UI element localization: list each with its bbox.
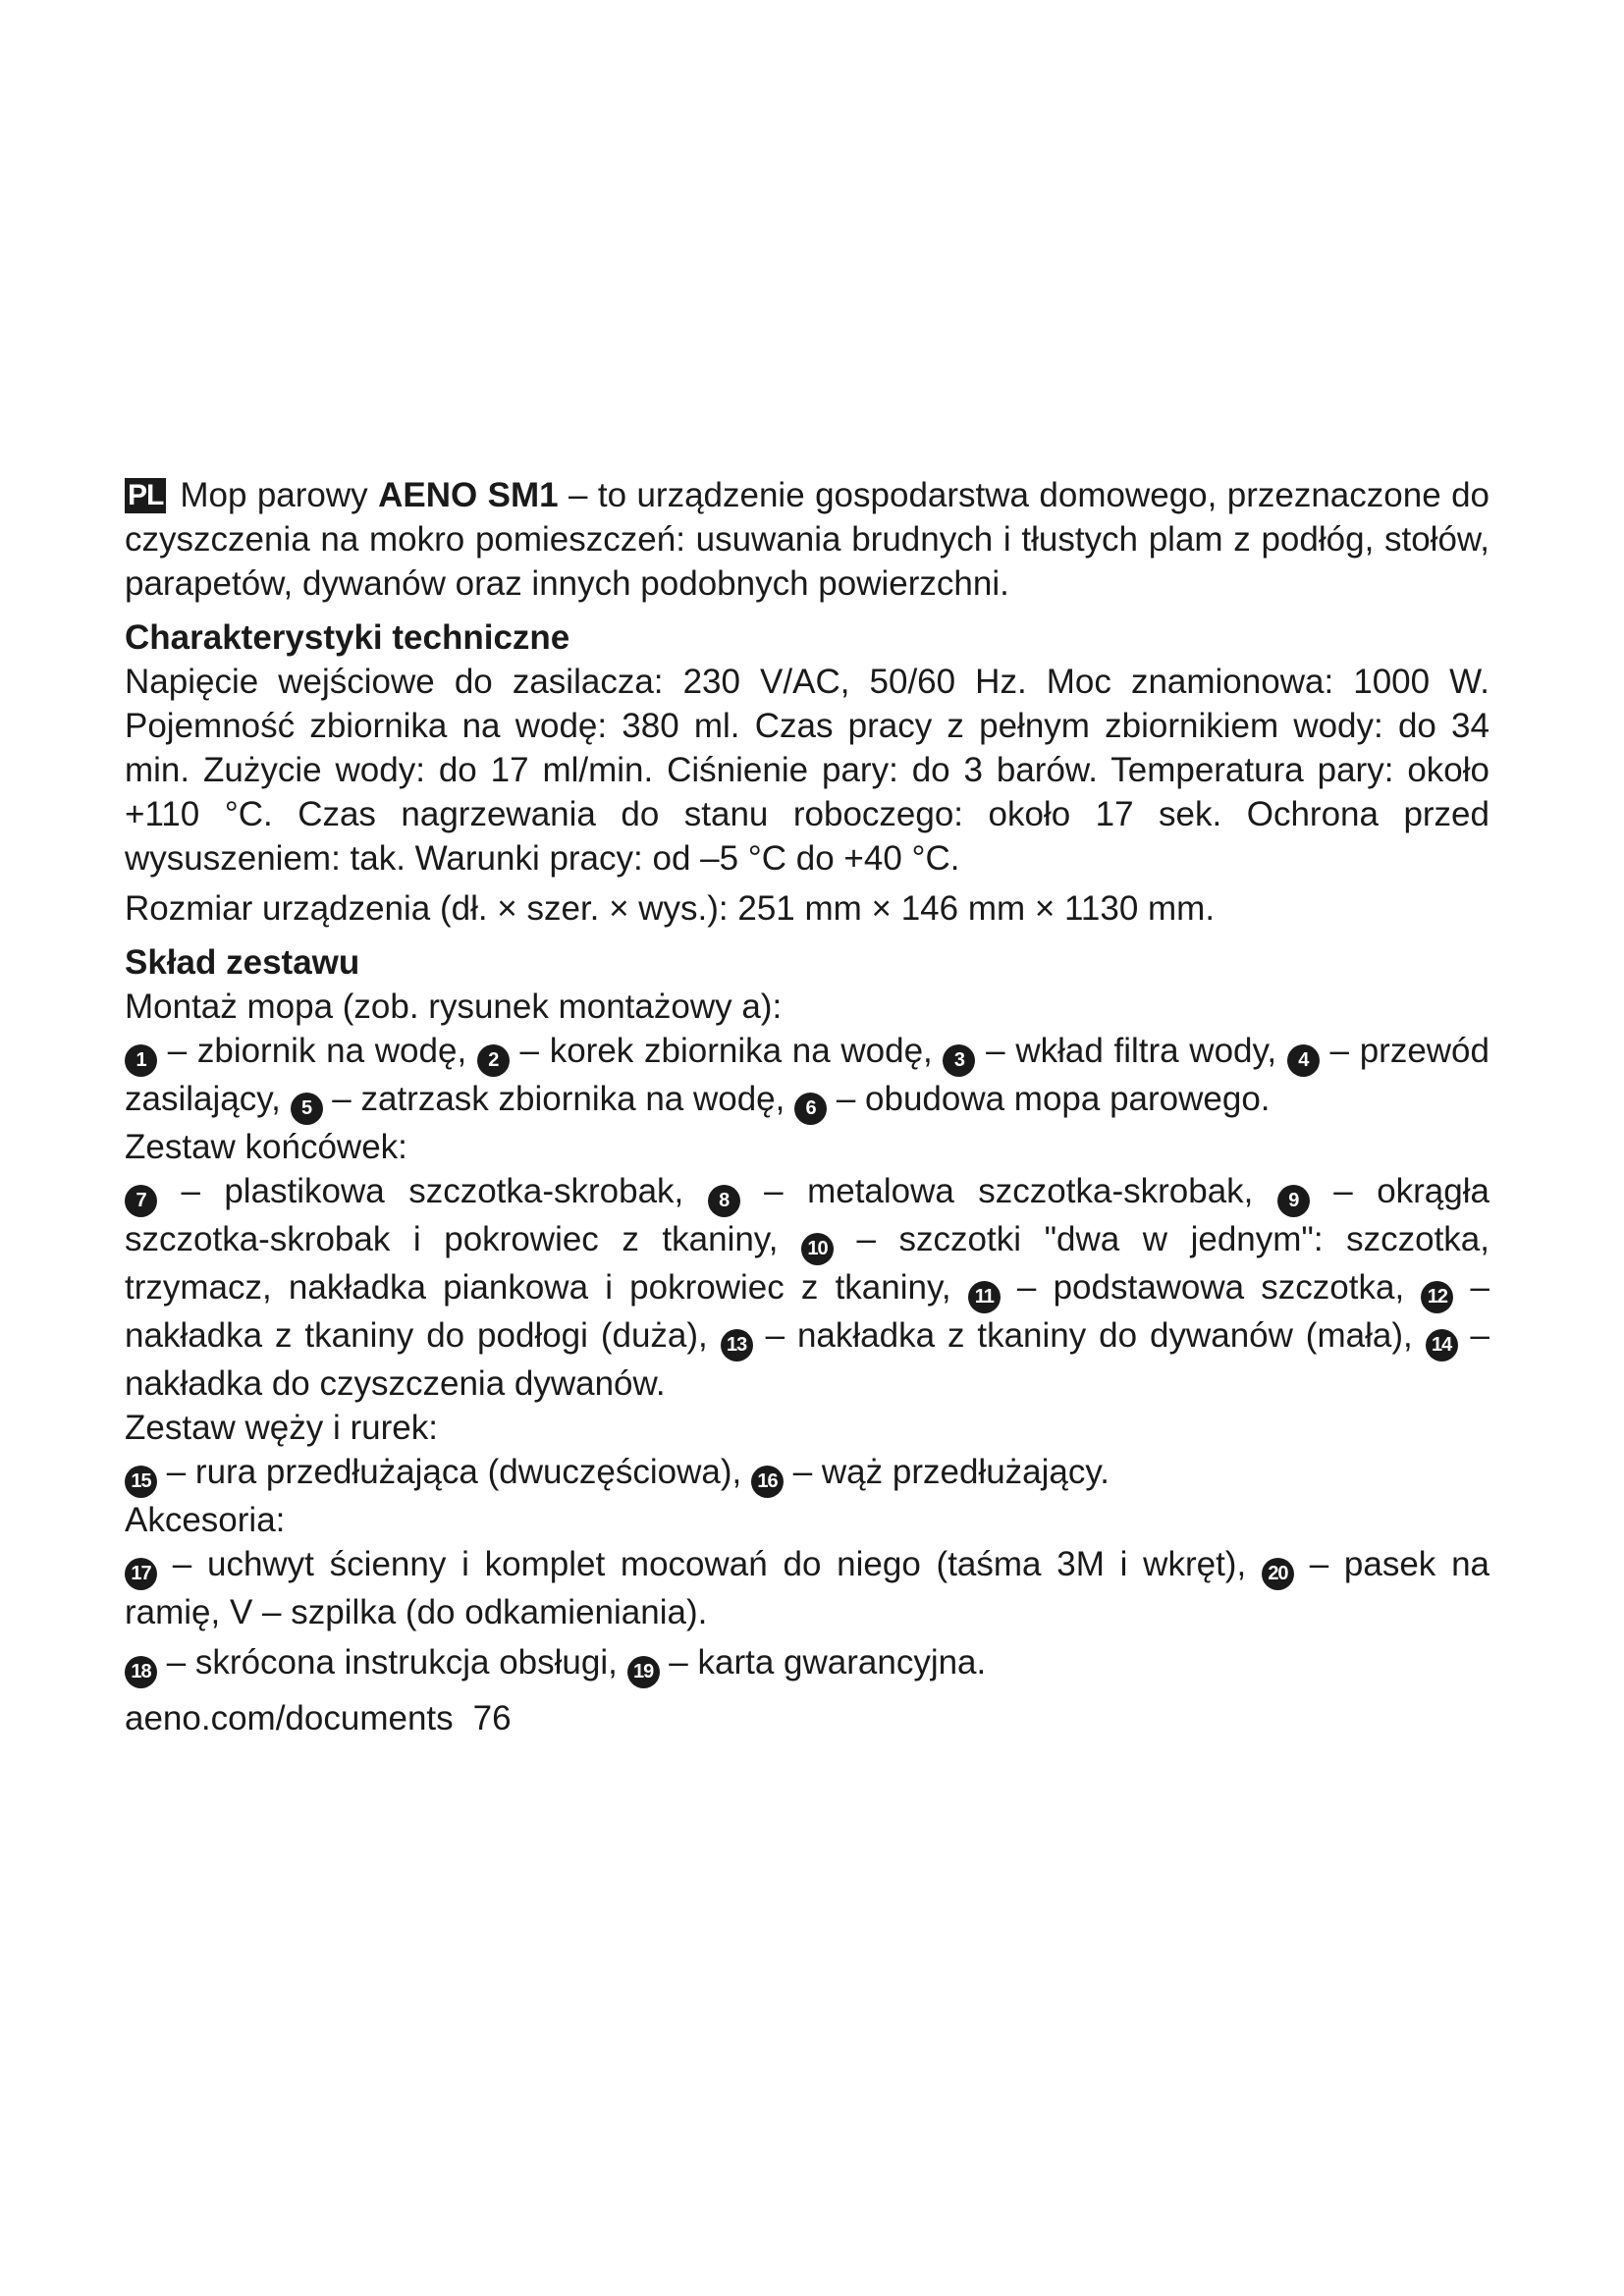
item-number-badge: 13 bbox=[721, 1329, 753, 1362]
item-description: – pasek na ramię, V – szpilka (do odkamieniania). bbox=[125, 1545, 1489, 1631]
item-description: – przewód zasilający, bbox=[125, 1032, 1489, 1118]
accessories-label: Akcesoria: bbox=[125, 1501, 286, 1539]
documents-list bbox=[125, 1640, 1489, 1688]
item-description: – nakładka z tkaniny do podłogi (duża), bbox=[125, 1268, 1489, 1355]
item-number-badge: 11 bbox=[968, 1281, 1001, 1313]
item-number-badge: 8 bbox=[708, 1185, 740, 1217]
document-page bbox=[125, 473, 1489, 1740]
page-footer bbox=[125, 1696, 1489, 1740]
item-number-badge: 17 bbox=[125, 1558, 157, 1590]
item-number-badge: 4 bbox=[1287, 1044, 1320, 1077]
item-description: – obudowa mopa parowego. bbox=[827, 1080, 1271, 1118]
item-number-badge: 9 bbox=[1277, 1185, 1310, 1217]
item-description: – szczotki "dwa w jednym": szczotka, trzymacz, nakładka piankowa i pokrowiec z tkaniny, bbox=[125, 1220, 1489, 1307]
item-number-badge: 1 bbox=[125, 1044, 157, 1077]
item-description: – karta gwarancyjna. bbox=[659, 1643, 987, 1682]
item-description: – uchwyt ścienny i komplet mocowań do niego (taśma 3M i wkręt), bbox=[157, 1545, 1262, 1583]
assembly-list bbox=[125, 1029, 1489, 1125]
item-description: – wkład filtra wody, bbox=[975, 1032, 1287, 1070]
item-description: – skrócona instrukcja obsługi, bbox=[157, 1643, 627, 1682]
language-badge: PL bbox=[125, 478, 166, 513]
accessories-list bbox=[125, 1542, 1489, 1634]
nozzles-label: Zestaw końcówek: bbox=[125, 1128, 407, 1166]
item-description: – metalowa szczotka-skrobak, bbox=[739, 1172, 1277, 1210]
assembly-label: Montaż mopa (zob. rysunek montażowy a): bbox=[125, 988, 783, 1026]
item-number-badge: 14 bbox=[1426, 1329, 1458, 1362]
item-description: – rura przedłużająca (dwuczęściowa), bbox=[157, 1453, 751, 1491]
item-description: – zatrzask zbiornika na wodę, bbox=[322, 1080, 795, 1118]
item-description: – korek zbiornika na wodę, bbox=[509, 1032, 944, 1070]
intro-paragraph bbox=[125, 473, 1489, 606]
documents-link[interactable]: aeno.com/documents bbox=[125, 1699, 454, 1737]
item-description: – nakładka z tkaniny do dywanów (mała), bbox=[752, 1316, 1426, 1355]
intro-text-rest: – to urządzenie gospodarstwa domowego, przeznaczone do czyszczenia na mokro pomieszczeń: usuwania brudnych i tłustych plam z podłóg, stołów, parapetów, dywanów oraz innych podobnych powierzchni. bbox=[125, 476, 1489, 603]
item-number-badge: 6 bbox=[794, 1093, 827, 1125]
item-description: – podstawowa szczotka, bbox=[1000, 1268, 1422, 1307]
nozzles-list bbox=[125, 1169, 1489, 1406]
item-number-badge: 16 bbox=[751, 1466, 784, 1498]
specs-text: Napięcie wejściowe do zasilacza: 230 V/AC, 50/60 Hz. Moc znamionowa: 1000 W. Pojemność zbiornika na wodę: 380 ml. Czas pracy z pełnym zbiornikiem wody: do 34 min. Zużycie wody: do 17 ml/min. Ciśnienie pary: do 3 barów. Temperatura pary: około +110 °C. Czas nagrzewania do stanu roboczego: około 17 sek. Ochrona przed wysuszeniem: tak. Warunki pracy: od –5 °C do +40 °C. bbox=[125, 663, 1489, 878]
item-number-badge: 15 bbox=[125, 1466, 157, 1498]
item-description: – nakładka do czyszczenia dywanów. bbox=[125, 1316, 1489, 1403]
item-number-badge: 18 bbox=[125, 1656, 157, 1688]
item-description: – okrągła szczotka-skrobak i pokrowiec z tkaniny, bbox=[125, 1172, 1489, 1258]
item-number-badge: 20 bbox=[1262, 1558, 1294, 1590]
hoses-list bbox=[125, 1450, 1489, 1498]
kit-heading: Skład zestawu bbox=[125, 943, 360, 982]
hoses-label: Zestaw węży i rurek: bbox=[125, 1409, 438, 1447]
item-number-badge: 10 bbox=[801, 1233, 834, 1265]
item-number-badge: 7 bbox=[125, 1185, 157, 1217]
item-description: – plastikowa szczotka-skrobak, bbox=[157, 1172, 708, 1210]
item-number-badge: 2 bbox=[477, 1044, 510, 1077]
item-number-badge: 12 bbox=[1421, 1281, 1453, 1313]
page-number: 76 bbox=[472, 1699, 512, 1737]
intro-text-start: Mop parowy bbox=[180, 476, 379, 514]
item-description: – wąż przedłużający. bbox=[783, 1453, 1110, 1491]
item-number-badge: 19 bbox=[627, 1656, 660, 1688]
item-number-badge: 5 bbox=[291, 1093, 323, 1125]
specs-heading: Charakterystyki techniczne bbox=[125, 618, 570, 657]
item-number-badge: 3 bbox=[943, 1044, 975, 1077]
model-name: AENO SM1 bbox=[378, 476, 559, 514]
item-description: – zbiornik na wodę, bbox=[157, 1032, 477, 1070]
device-size: Rozmiar urządzenia (dł. × szer. × wys.): 251 mm × 146 mm × 1130 mm. bbox=[125, 889, 1216, 928]
